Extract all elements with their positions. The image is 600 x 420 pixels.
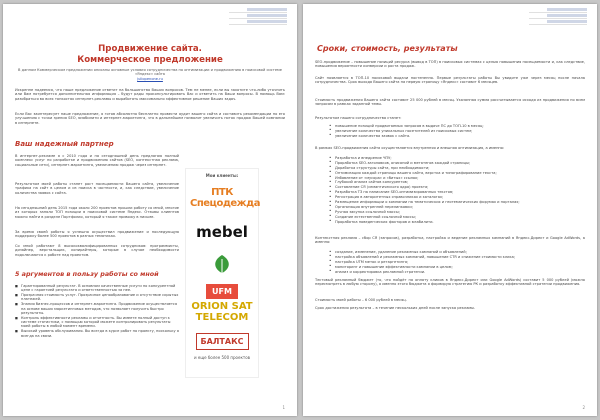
page-header-contact [229, 8, 287, 26]
page-number: 1 [282, 405, 285, 410]
client-logo-baltaks: БАЛТАКС [190, 329, 254, 350]
partner-paragraph-5: Со мной работают 8 высококвалифицированных сотрудников: программисты, дизайнер, верстальщик, копирайтеры, которые в случае необходимости подключаются к работе над проектом. [15, 244, 179, 257]
ad-budget-paragraph: Тестовый рекламный бюджет (то, что пойдёт на оплату кликов в Яндекс.Директ или Google AdWords) составит 5 000 рублей (можно пересмотреть в любую сторону), а именно этого бюджета я формирую стратегию РК и разработку эффективной стратегии продвижения. [315, 278, 585, 287]
list-item: ■ Высокий уровень обслуживания. Вы всегда в курсе работ по проекту, поскольку я всегда на связи. [15, 329, 179, 338]
list-item: ■ Контроль эффективности рекламы и отчетность. Вы имеете полный доступ к системе статистики, с помощью которой можете контролировать результаты моей работы в любой момент времени. [15, 316, 179, 329]
context-ads-paragraph: Контекстная реклама – сбор СЯ (запросов), разработка, настройка и ведение рекламных кампаний в Яндекс.Директ и Google AdWords, а именно: [315, 236, 585, 245]
site-link[interactable]: juliopenone.ru [137, 76, 163, 81]
list-item: • Избавление от «мусора» и «битых» ссылок; [329, 176, 585, 180]
client-icon-leaf [190, 253, 254, 279]
list-item: • Глубокий анализ сайтов конкурентов; [329, 180, 585, 184]
list-item: • Создание естественной ссылочной массы; [329, 215, 585, 219]
list-item: • увеличение количества уникальных посетителей из поисковых систем; [329, 129, 585, 133]
list-item: • Проработка поведенческих факторов и юзабилити. [329, 220, 585, 224]
list-item: • мониторинг и повышение эффективности кампании в целом; [329, 265, 585, 269]
section-heading-arguments: 5 аргументов в пользу работы со мной [15, 270, 159, 278]
list-item: • Ручная закупка ссылочной массы; [329, 210, 585, 214]
client-logo-mebel: mebel [196, 223, 248, 241]
partner-paragraph-1: В интернет-рекламе я с 2010 года и на сегодняшний день предлагаю полный комплекс услуг по разработке и продвижению сайтов (SEO, контекстная реклама, социальные сети), интернет-маркетинга, увеличению продаж через интернет. [15, 154, 179, 167]
intro-text: В данном Коммерческом предложении описаны основные условия сотрудничества по оптимизации и продвижению в поисковой системе «Яндекс» сайта juliopenone.ru [18, 68, 282, 81]
list-item: • Разработка ТЗ на написание SEO-оптимизированных текстов; [329, 190, 585, 194]
list-item: • Составление СЯ (семантического ядра) проекта; [329, 185, 585, 189]
list-item: • анализ и корректировка рекламной стратегии. [329, 270, 585, 274]
timing-paragraph: Сайт появляется в ТОП-10 поисковой выдачи постепенно. Первые результаты работы Вы увидите уже через месяц после начала сотрудничества. Срок выхода Вашего сайта на первую страницу «Яндекс» составит 6 месяцев. [315, 76, 585, 85]
clients-footer: и еще более 500 проектов [193, 355, 250, 360]
list-item: • Размещение информации о компании на тематических и геотематических форумах и порталах; [329, 200, 585, 204]
works-intro: В рамках SEO-продвижения сайта осуществляется внутренняя и внешняя оптимизация, а именно: [315, 146, 505, 150]
page-title: Сроки, стоимость, результаты [317, 44, 458, 53]
list-item: ■ Прозрачная стоимость услуг. Прозрачное ценообразование и отсутствие скрытых платежей. [15, 293, 179, 302]
results-list [329, 124, 585, 139]
list-item: ■ Гарантированный результат. В основном качественные услуги по конкурентной цене с гарантией результата и ответственностью за нее. [15, 284, 179, 293]
results-intro: Результатом нашего сотрудничества станет: [315, 116, 402, 120]
page-header-contact [529, 8, 587, 26]
partner-paragraph-2: Результатом моей работы станет рост посещаемости Вашего сайта, увеличение трафика на сайт в целом и из поиска в частности, и, как следствие, увеличение количества заявок с сайта. [15, 182, 179, 195]
list-item: • Оптимизация каждой страницы вашего сайта, верстка и типографирование текста; [329, 171, 585, 175]
list-item: • увеличение количества заявок с сайта. [329, 134, 585, 138]
client-logo-orion: ORION SAT TELECOM [191, 301, 253, 323]
context-ads-list [329, 250, 585, 274]
result-term: Срок достижения результата – в течение нескольких дней после запуска рекламы. [315, 306, 476, 310]
clients-caption: Мои клиенты: [205, 173, 239, 178]
partner-paragraph-3: На сегодняшний день 2015 года около 200 проектов прошли работу со мной, многие из которых заняли ТОП позиции в поисковой системе Яндекс. Отзывы клиентов можно найти в разделе Портфолио, который я также привожу в письме. [15, 206, 179, 219]
page-title: Продвижение сайта. Коммерческое предложение [77, 44, 223, 65]
clients-sidebar [185, 168, 259, 378]
client-logo-ufm: UFM [190, 279, 254, 299]
list-item: • Проработка SEO-заголовков, описаний и метатегов каждой страницы; [329, 161, 585, 165]
list-item: • повышение позиций продвигаемых запросов в выдаче ПС до ТОП-10 в месяц; [329, 124, 585, 128]
list-item: • Организация внутренней перелинковки; [329, 205, 585, 209]
setup-cost: Стоимость моей работы – 6 000 рублей в месяц. [315, 298, 407, 302]
client-logo-ptk: ПТК Спецодежда [190, 187, 260, 209]
list-item: • настройка UTM меток и ретаргетинга; [329, 260, 585, 264]
list-item: • Разработка и внедрение ЧПУ; [329, 156, 585, 160]
seo-paragraph: SEO-продвижение – повышение позиций ресурса (вывод в ТОП) в поисковых системах с целью повышения посещаемости и, как следствие, повышения вероятности конверсии и роста продаж. [315, 60, 585, 69]
list-item: ■ Знания бизнес-процессов и интернет-маркетинга. Продвижение осуществляется на основе ваших маркетинговых методов, что позволяет получить быстро результаты. [15, 302, 179, 315]
list-item: • Доработка структуры сайта, при необходимости; [329, 166, 585, 170]
list-item: • создание, изменение, удаление рекламных кампаний и объявлений; [329, 250, 585, 254]
document-page-2 [303, 4, 597, 416]
document-page-1 [3, 4, 297, 416]
paragraph-1: Искренне надеемся, что наше предложение ответит на большинство Ваших вопросов. Тем не менее, если вы захотите что-либо уточнить или Вам потребуется дополнительная информация – будут рады проконсультировать Вас и ответить на Ваши вопросы. В помощь Вам: разобраться во всех тонкостях интернет-рекламы и выработать максимально эффективное решение Ваших задач. [15, 88, 285, 101]
paragraph-2: Если Вас заинтересует наше предложение, я готов абсолютно бесплатно провести аудит вашего сайта и составить рекомендации по его улучшению с точки зрения SEO, юзабилити и интернет-маркетинга, что в дальнейшем позволит увеличить поток продаж Вашей компании в интернете. [15, 112, 285, 125]
arguments-list [15, 284, 179, 339]
list-item: • настройка объявлений и рекламных кампаний, повышение CTR и снижение стоимости клика; [329, 255, 585, 259]
works-list [329, 156, 585, 224]
page-number: 2 [582, 405, 585, 410]
section-heading-partner: Ваш надежный партнер [15, 140, 114, 148]
partner-paragraph-4: За время своей работы я успешно осуществил продвижение и последующую поддержку более 500 проектов в разных тематиках. [15, 230, 179, 239]
list-item: • Регистрация в авторитетных справочниках и каталогах; [329, 195, 585, 199]
cost-paragraph: Стоимость продвижения Вашего сайта составит 25 000 рублей в месяц. Указанная сумма рассчитывается исходя из продвижения по всем запросам в рамках заданной темы. [315, 98, 585, 107]
